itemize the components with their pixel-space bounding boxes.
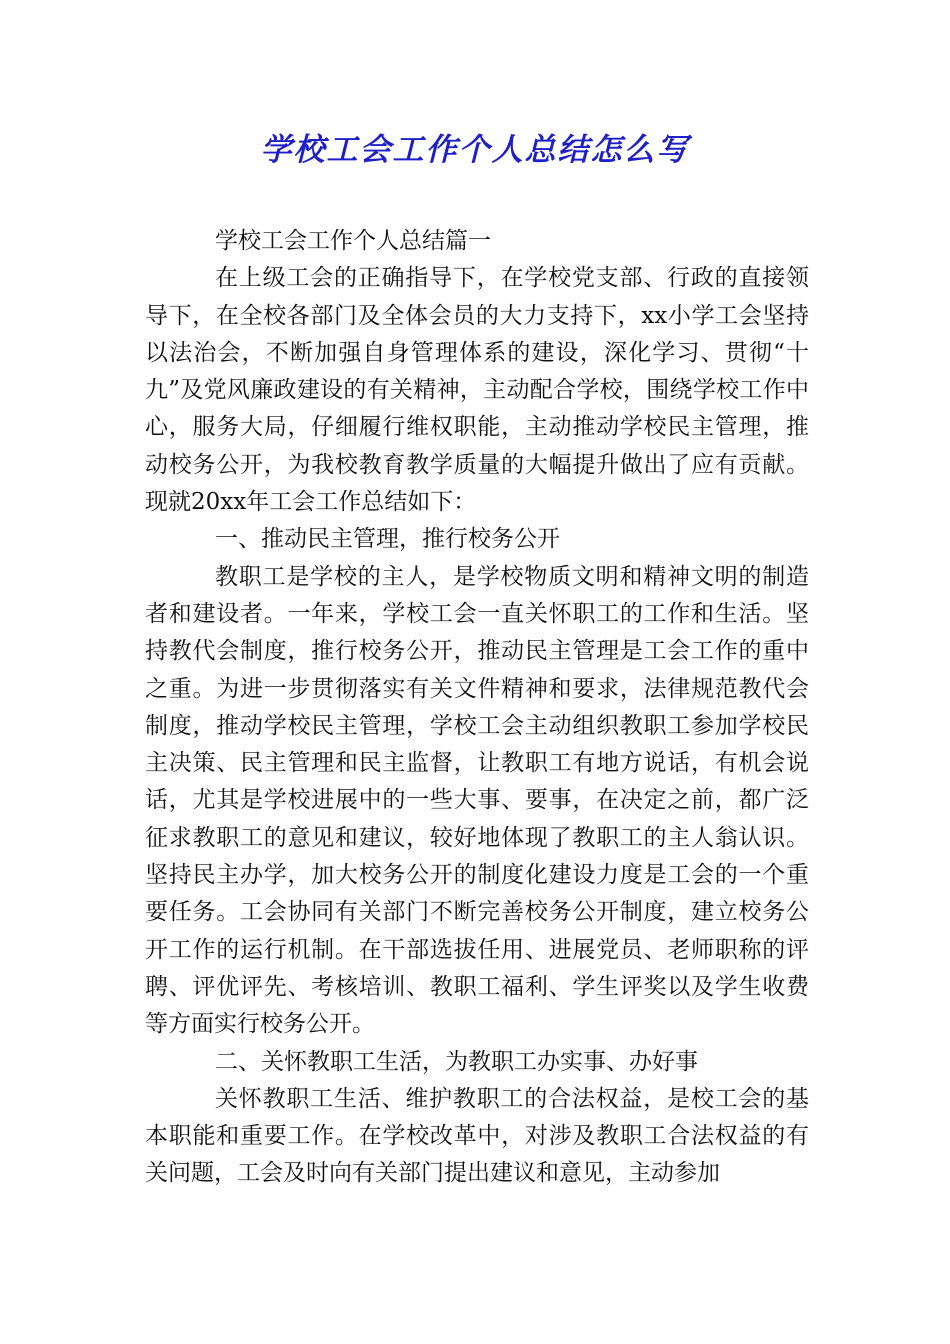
document-body xyxy=(145,223,809,1193)
paragraph: 教职工是学校的主人，是学校物质文明和精神文明的制造者和建设者。一年来，学校工会一直关怀职工的工作和生活。坚持教代会制度，推行校务公开，推动民主管理是工会工作的重中之重。为进一步贯彻落实有关文件精神和要求，法律规范教代会制度，推动学校民主管理，学校工会主动组织教职工参加学校民主决策、民主管理和民主监督，让教职工有地方说话，有机会说话，尤其是学校进展中的一些大事、要事，在决定之前，都广泛征求教职工的意见和建议，较好地体现了教职工的主人翁认识。坚持民主办学，加大校务公开的制度化建设力度是工会的一个重要任务。工会协同有关部门不断完善校务公开制度，建立校务公开工作的运行机制。在干部选拔任用、进展党员、老师职称的评聘、评优评先、考核培训、教职工福利、学生评奖以及学生收费等方面实行校务公开。 xyxy=(145,563,809,1038)
section-heading: 二、关怀教职工生活，为教职工办实事、办好事 xyxy=(215,1048,698,1075)
paragraph: 在上级工会的正确指导下，在学校党支部、行政的直接领导下，在全校各部门及全体会员的大力支持下，xx小学工会坚持以法治会，不断加强自身管理体系的建设，深化学习、贯彻“十九”及党风廉政建设的有关精神，主动配合学校，围绕学校工作中心，服务大局，仔细履行维权职能，主动推动学校民主管理，推动校务公开，为我校教育教学质量的大幅提升做出了应有贡献。现就20xx年工会工作总结如下： xyxy=(145,265,809,516)
paragraph: 关怀教职工生活、维护教职工的合法权益，是校工会的基本职能和重要工作。在学校改革中，对涉及教职工合法权益的有关问题，工会及时向有关部门提出建议和意见，主动参加 xyxy=(145,1085,809,1187)
section-heading: 一、推动民主管理，推行校务公开 xyxy=(215,526,560,553)
document-title: 学校工会工作个人总结怎么写 xyxy=(260,132,690,168)
section-heading: 学校工会工作个人总结篇一 xyxy=(215,228,491,254)
